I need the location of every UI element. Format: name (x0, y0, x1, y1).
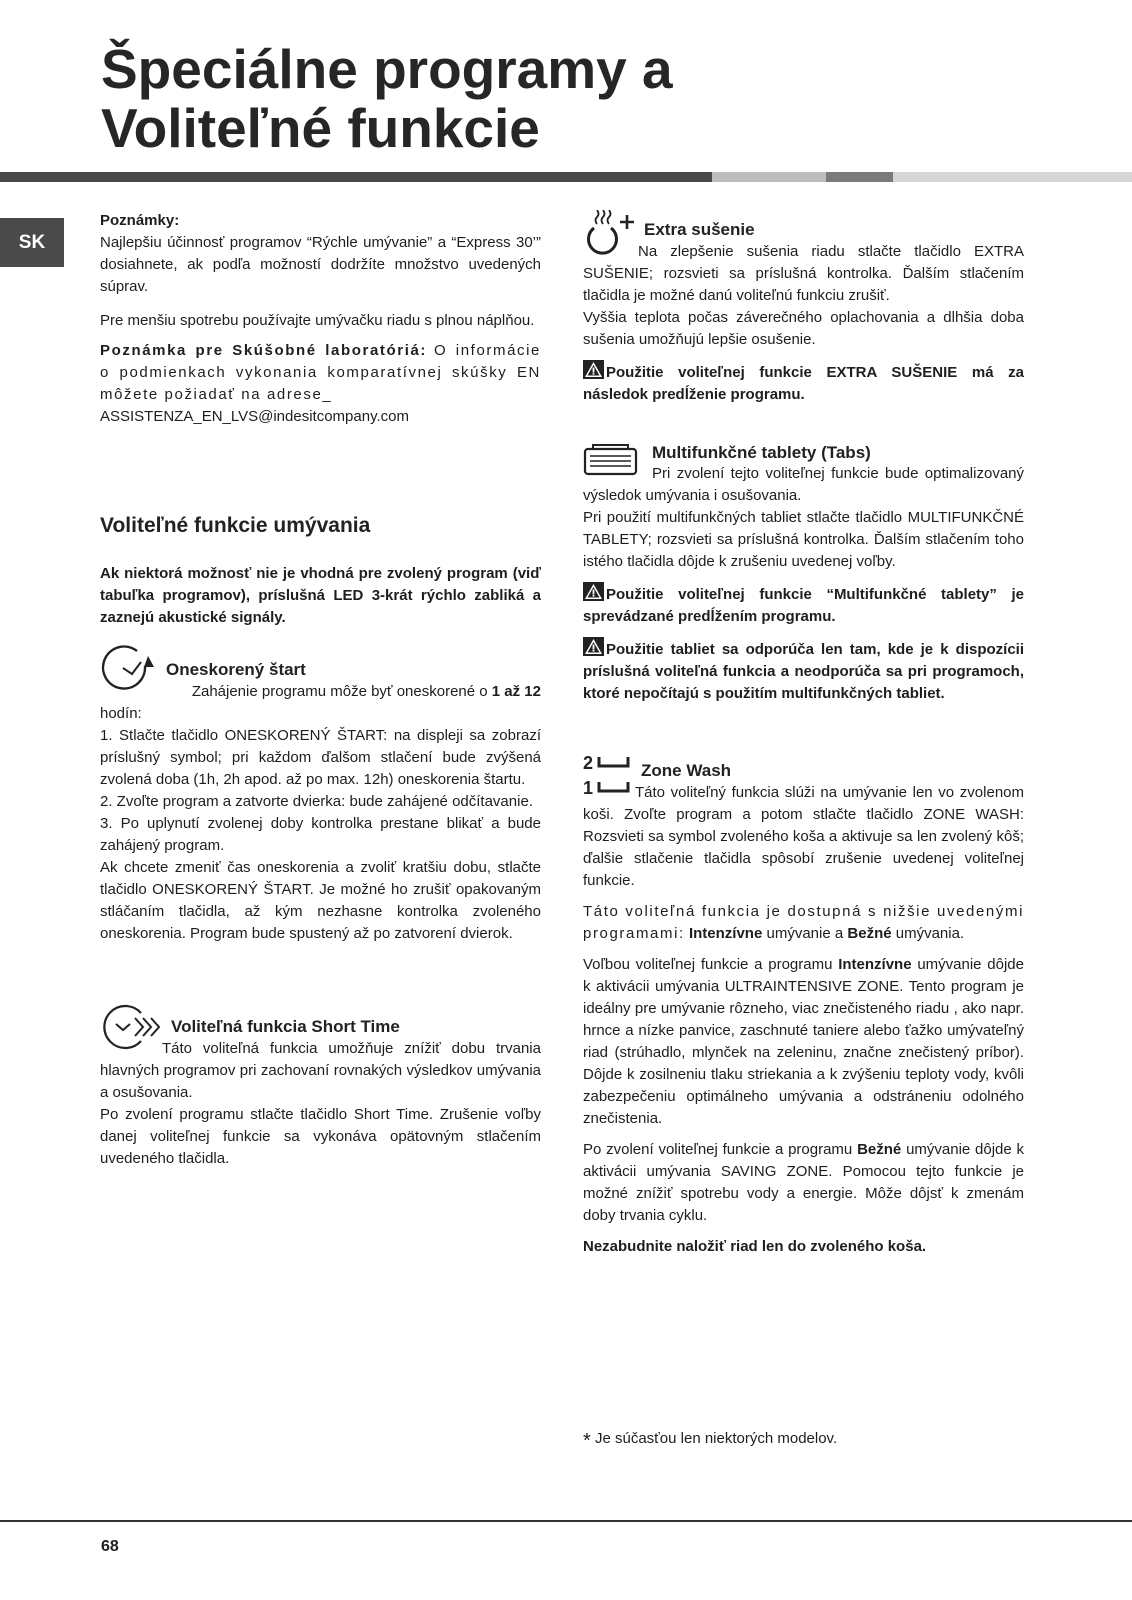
extra-drying-title: Extra sušenie (644, 220, 755, 239)
lab-email: ASSISTENZA_EN_LVS@indesitcompany.com (100, 408, 409, 425)
short-time-title: Voliteľná funkcia Short Time (171, 1017, 400, 1036)
delayed-start-body (100, 681, 541, 945)
multitabs-warning-text: Použitie voliteľnej funkcie “Multifunkčné tablety” je sprevádzané predĺžením programu. (583, 586, 1024, 625)
zone-wash-paragraph (583, 1139, 1024, 1227)
multitabs-title: Multifunkčné tablety (Tabs) (652, 443, 871, 462)
lab-note-text: O informácie o podmienkach vykonania komparatívnej skúšky EN môžete požiadať na adrese_ (100, 342, 542, 403)
multitabs-paragraph (583, 463, 1024, 507)
footnote-text: Je súčasťou len niektorých modelov. (594, 1430, 838, 1447)
zone-wash-text: Táto voliteľná funkcia je dostupná s nižšie uvedenými programami: (583, 903, 1024, 942)
lab-note (100, 340, 541, 406)
delayed-start-steps: 1. Stlačte tlačidlo ONESKORENÝ ŠTART: na displeji sa zobrazí príslušný symbol; pri každom ďalšom stlačení bude zvýšená zvolená doba (1h, 2h apod. až po max. 12h) oneskorenia štartu. 2. Zvoľte program a zatvorte dvierka: bude zahájené odčítavanie. 3. Po uplynutí zvolenej doby kontrolka prestane blikať a bude zahájený program. Ak chcete zmeniť čas oneskorenia a zvoliť kratšiu dobu, stlačte tlačidlo ONESKORENÝ ŠTART. Je možné ho zrušiť opakovaným stláčaním tlačidla, až kým nezhasne kontrolka zvoleného oneskorenia. Program bude spustený až po zatvorení dvierok. (100, 727, 541, 942)
zone-wash-title: Zone Wash (641, 761, 732, 780)
zone-wash-text: umývanie a (766, 925, 844, 942)
zone-wash-program: Bežné (847, 925, 892, 942)
multitabs-warning (583, 637, 1024, 705)
footer-rule (0, 1520, 1132, 1522)
lab-note-label: Poznámka pre Skúšobné laboratóriá: (100, 342, 428, 359)
short-time-paragraph: Po zvolení programu stlačte tlačidlo Short Time. Zrušenie voľby danej voliteľnej funkcie sa vykonáva opätovným stlačením uvedeného tlačidla. (100, 1106, 541, 1167)
language-tab: SK (0, 218, 64, 267)
notes-paragraph: Najlepšiu účinnosť programov “Rýchle umývanie” a “Express 30’” dosiahnete, ak podľa možností dodržíte množstvo uvedených súprav. (100, 234, 541, 295)
header-rule-segment (893, 172, 1132, 182)
delayed-start-hours: 1 až 12 (491, 683, 541, 700)
page-title (101, 40, 673, 158)
notes-section (100, 210, 541, 428)
warning-icon (583, 360, 604, 379)
short-time-text: Táto voliteľná funkcia umožňuje znížiť dobu trvania hlavných programov pri zachovaní rovnakých výsledkov umývania a osušovania. (100, 1040, 541, 1101)
zone-wash-body (583, 782, 1024, 1258)
warning-icon (583, 582, 604, 601)
extra-drying-paragraph (583, 241, 1024, 307)
zone-wash-paragraph (583, 901, 1024, 945)
delayed-start-line2: hodín: (100, 705, 142, 722)
footnote (583, 1428, 1024, 1452)
extra-drying-paragraph: Vyššia teplota počas záverečného oplachovania a dlhšia doba sušenia umožňujú lepšie osušenie. (583, 309, 1024, 348)
zone-wash-text: umývania. (895, 925, 965, 942)
extra-drying-warning (583, 360, 1024, 406)
short-time-body (100, 1038, 541, 1170)
zone-wash-text: Voľbou voliteľnej funkcie a programu (583, 956, 833, 973)
multitabs-warning-text: Použitie tabliet sa odporúča len tam, kde je k dispozícii príslušná voliteľná funkcia a neodporúča sa pri programoch, ktoré nepočítajú s použitím multifunkčných tabliet. (583, 641, 1024, 702)
multitabs-paragraph: Pri použití multifunkčných tabliet stlačte tlačidlo MULTIFUNKČNÉ TABLETY; rozsvieti sa príslušná kontrolka. Ďalším stlačením toho istého tlačidla dôjde k zrušeniu uvedenej voľby. (583, 509, 1024, 570)
notes-paragraph: Pre menšiu spotrebu používajte umývačku riadu s plnou náplňou. (100, 312, 535, 329)
delayed-start-text: Zahájenie programu môže byť oneskorené o (191, 683, 488, 700)
zone-wash-paragraph (583, 782, 1024, 892)
zone-wash-paragraph (583, 954, 1024, 1130)
extra-drying-warning-text: Použitie voliteľnej funkcie EXTRA SUŠENIE má za následok predĺženie programu. (583, 364, 1024, 403)
zone-wash-icon-digit: 2 (583, 753, 594, 773)
wash-options-intro: Ak niektorá možnosť nie je vhodná pre zvolený program (viď tabuľka programov), príslušná LED 3-krát rýchlo zabliká a zaznejú akustické signály. (100, 565, 541, 626)
multitabs-body (583, 463, 1024, 705)
zone-wash-program: Intenzívne (688, 925, 763, 942)
header-rule (0, 172, 712, 182)
zone-wash-icon-digit: 1 (583, 778, 594, 798)
notes-heading: Poznámky: (100, 212, 180, 229)
zone-wash-text: Táto voliteľný funkcia slúži na umývanie len vo zvolenom koši. Zvoľte program a potom stlačte tlačidlo ZONE WASH: Rozsvieti sa symbol zvoleného koša a aktivuje sa len zvolený kôš; ďalšie stlačenie tlačidla spôsobí zrušenie uvedenej voliteľnej funkcie. (583, 784, 1024, 889)
page-title-line-2: Voliteľné funkcie (101, 97, 540, 159)
zone-wash-note: Nezabudnite naložiť riad len do zvoleného koša. (583, 1238, 927, 1255)
footnote-mark: * (583, 1430, 591, 1452)
header-rule-segment (712, 172, 826, 182)
header-rule-segment (826, 172, 893, 182)
zone-wash-text: umývanie dôjde k aktivácii umývania SAVING ZONE. Pomocou tejto funkcie je možné znížiť spotrebu vody a energie. Môže dôjsť k zmenám doby trvania cyklu. (583, 1141, 1025, 1224)
extra-drying-text: Na zlepšenie sušenia riadu stlačte tlačidlo EXTRA SUŠENIE; rozsvieti sa príslušná kontrolka. Ďalším stlačením tlačidla je možné danú voliteľnú funkciu zrušiť. (583, 243, 1024, 304)
multitabs-warning (583, 582, 1024, 628)
zone-wash-text: Po zvolení voliteľnej funkcie a programu (583, 1141, 853, 1158)
page-number: 68 (101, 1538, 119, 1555)
zone-wash-program: Intenzívne (838, 956, 912, 973)
delayed-start-line1 (100, 681, 541, 703)
zone-wash-text: umývanie dôjde k aktivácii umývania ULTRAINTENSIVE ZONE. Tento program je ideálny pre umývanie rôzneho, viac znečisteného riadu , ako napr. hrnce a nízke panvice, zaschnuté taniere alebo ťažko umývateľný riad (strúhadlo, mlynček na zeleninu, značne znečistený príbor). Dôjde k zosilneniu tlaku striekania a k zvýšeniu teploty vody, kvôli zabezpečeniu optimálneho umývania a odstráneniu odolného znečistenia. (583, 956, 1024, 1127)
multitabs-text: Pri zvolení tejto voliteľnej funkcie bude optimalizovaný výsledok umývania i osušovania. (583, 465, 1024, 504)
short-time-paragraph (100, 1038, 541, 1104)
page-title-line-1: Špeciálne programy a (101, 38, 673, 100)
wash-options-heading: Voliteľné funkcie umývania (100, 514, 371, 537)
delayed-start-title: Oneskorený štart (166, 660, 306, 679)
zone-wash-program: Bežné (857, 1141, 902, 1158)
warning-icon (583, 637, 604, 656)
extra-drying-body (583, 241, 1024, 406)
